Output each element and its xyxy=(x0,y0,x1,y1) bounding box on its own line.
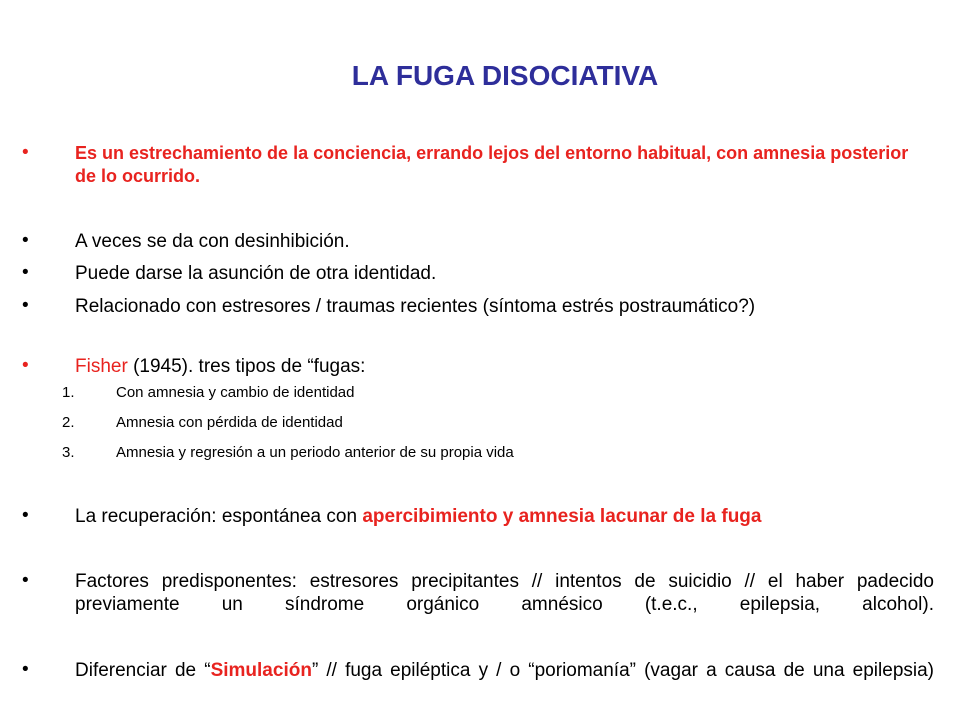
bullet-marker: • xyxy=(22,295,29,316)
simulation-word: Simulación xyxy=(210,660,312,681)
bullet-marker: • xyxy=(22,230,29,251)
stressors-text: Relacionado con estresores / traumas recientes (síntoma estrés postraumático?) xyxy=(75,296,756,317)
differential-line xyxy=(75,659,934,682)
list-item: Amnesia con pérdida de identidad xyxy=(116,414,343,431)
identity-text: Puede darse la asunción de otra identidad. xyxy=(75,263,437,284)
bullet-marker: • xyxy=(22,355,29,376)
fisher-line xyxy=(75,355,934,378)
definition-text: Es un estrechamiento de la conciencia, errando lejos del entorno habitual, con amnesia posterior de lo ocurrido. xyxy=(75,143,909,186)
differential-post: ” // fuga epiléptica y / o “poriomanía” (vagar a causa de una epilepsia) xyxy=(311,660,934,681)
bullet-marker: • xyxy=(22,505,29,526)
predisposing-text: Factores predisponentes: estresores precipitantes // intentos de suicidio // el haber padecido previamente un síndrome orgánico amnésico (t.e.c., epilepsia, alcohol). xyxy=(75,571,934,615)
list-number: 3. xyxy=(62,444,75,461)
bullet-marker: • xyxy=(22,142,29,163)
recovery-highlight: apercibimiento y amnesia lacunar de la fuga xyxy=(362,506,762,527)
list-item: Con amnesia y cambio de identidad xyxy=(116,384,355,401)
fisher-rest: (1945). tres tipos de “fugas: xyxy=(127,356,366,377)
recovery-line xyxy=(75,505,934,528)
bullet-marker: • xyxy=(22,570,29,591)
fisher-name: Fisher xyxy=(75,356,128,377)
bullet-marker: • xyxy=(22,262,29,283)
slide-title: LA FUGA DISOCIATIVA xyxy=(351,60,659,91)
differential-pre: Diferenciar de “ xyxy=(75,660,211,681)
bullet-marker: • xyxy=(22,659,29,680)
recovery-plain: La recuperación: espontánea con xyxy=(75,506,363,527)
disinhibition-text: A veces se da con desinhibición. xyxy=(75,231,350,252)
list-item: Amnesia y regresión a un periodo anterior de su propia vida xyxy=(116,444,514,461)
list-number: 1. xyxy=(62,384,75,401)
list-number: 2. xyxy=(62,414,75,431)
